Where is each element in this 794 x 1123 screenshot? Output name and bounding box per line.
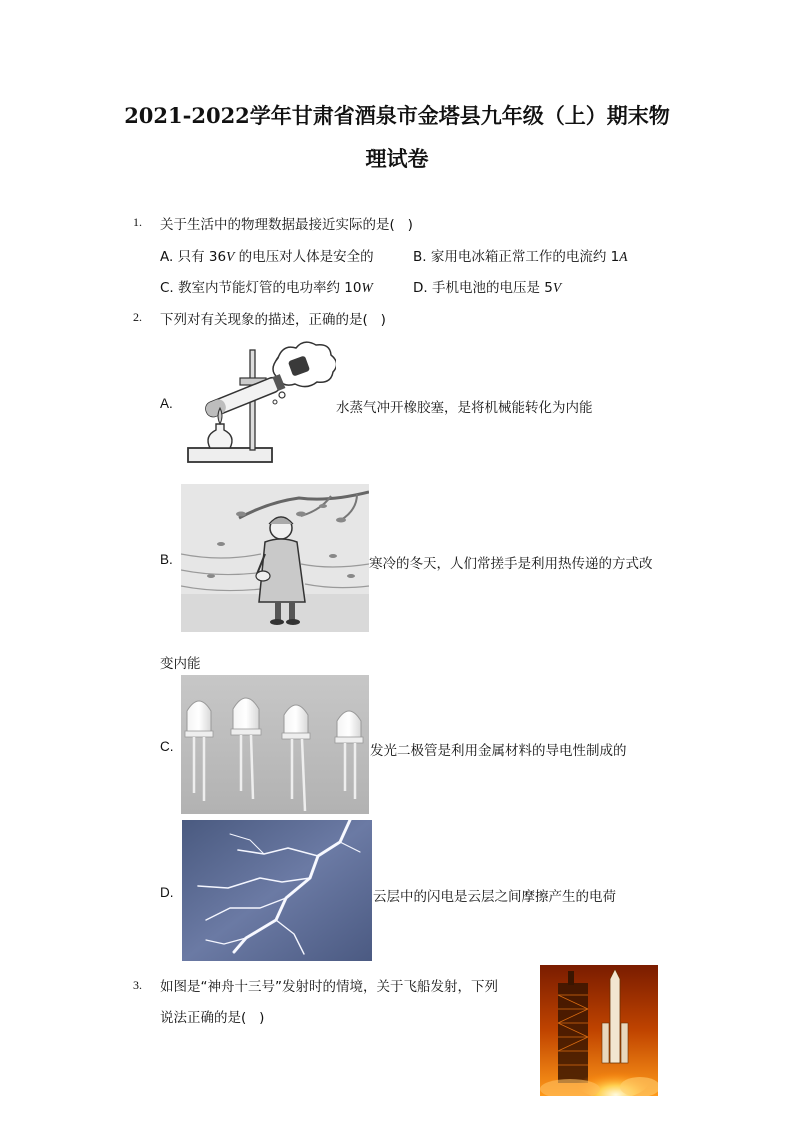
page-title-line2: 理试卷 (365, 146, 429, 171)
q2-d-text: 云层中的闪电是云层之间摩擦产生的电荷 (373, 889, 616, 904)
q1-option-d-unit: V (552, 280, 562, 295)
q1-option-a (160, 245, 374, 265)
q2-a-label: A. (160, 396, 173, 411)
q1-option-c-unit: W (361, 280, 373, 295)
q2-d-label: D. (160, 885, 174, 900)
q1-stem: 关于生活中的物理数据最接近实际的是( ) (160, 217, 413, 233)
q3-stem-line1: 如图是“神舟十三号”发射时的情境，关于飞船发射，下列 (160, 979, 498, 995)
rocket-launch-figure (540, 965, 658, 1096)
q1-option-c-text: C. 教室内节能灯管的电功率约 10 (160, 280, 362, 296)
q3-number: 3. (133, 978, 142, 992)
q1-option-d (413, 276, 561, 296)
lightning-figure (182, 820, 372, 961)
q2-b-text: 寒冷的冬天，人们常搓手是利用热传递的方式改 (369, 556, 653, 571)
q1-option-a-unit: V (226, 249, 235, 264)
q1-option-b-unit: A (619, 249, 628, 264)
q1-option-a-text-post: 的电压对人体是安全的 (234, 249, 374, 265)
q2-number: 2. (133, 310, 142, 324)
steam-cloud-icon (273, 342, 336, 404)
q2-b-label: B. (160, 552, 173, 567)
led-diodes-figure (181, 675, 369, 814)
q2-a-text: 水蒸气冲开橡胶塞，是将机械能转化为内能 (336, 400, 593, 415)
winter-person-figure (181, 484, 369, 632)
q3-stem-line2: 说法正确的是( ) (160, 1010, 265, 1026)
q2-c-label: C. (160, 739, 174, 754)
q1-option-b-text: B. 家用电冰箱正常工作的电流约 1 (413, 249, 620, 265)
q1-option-d-text: D. 手机电池的电压是 5 (413, 280, 553, 296)
q1-option-a-text: A. 只有 36 (160, 249, 227, 265)
q2-stem: 下列对有关现象的描述，正确的是( ) (160, 312, 386, 328)
q2-c-text: 发光二极管是利用金属材料的导电性制成的 (370, 743, 627, 758)
page-title-line1: 2021-2022学年甘肃省酒泉市金塔县九年级（上）期末物 (124, 103, 670, 128)
q1-option-b (413, 245, 627, 265)
test-tube-steam-figure (182, 340, 336, 468)
q1-number: 1. (133, 215, 142, 229)
q2-b-text-cont: 变内能 (160, 656, 201, 671)
q1-option-c (160, 276, 373, 296)
